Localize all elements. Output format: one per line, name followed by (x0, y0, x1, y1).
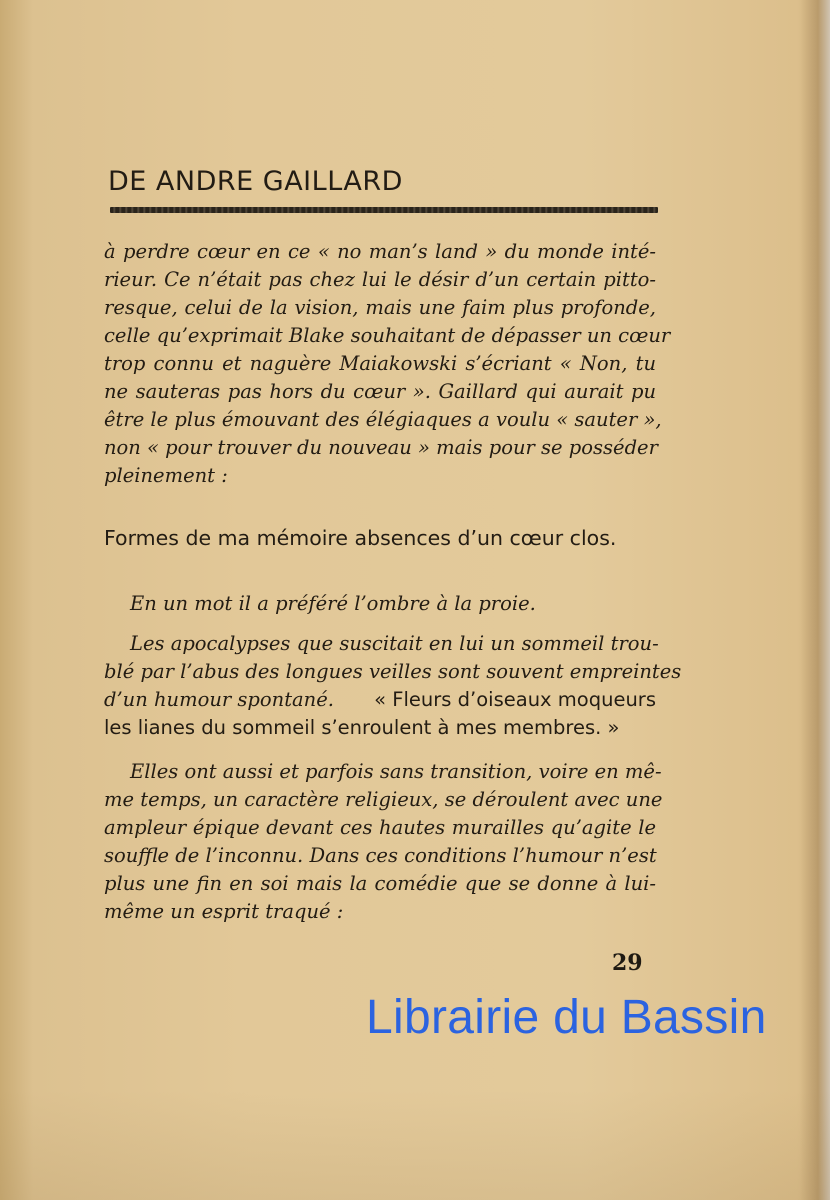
paragraph-1 (104, 238, 671, 490)
text-line: Les apocalypses que suscitait en lui un sommeil trou- (130, 632, 659, 655)
text-line: celle qu’exprimait Blake souhaitant de dépasser un cœur (104, 324, 671, 347)
text-line: plus une fin en soi mais la comédie que se donne à lui- (104, 872, 656, 895)
page-bottom-shade (0, 1090, 830, 1200)
text-segment-roman: « Fleurs d’oiseaux moqueurs (374, 688, 656, 711)
text-line: à perdre cœur en ce « no man’s land » du monde inté- (104, 240, 656, 263)
text-line: pleinement : (104, 464, 228, 487)
header-rule (110, 207, 658, 213)
verse-quote: Formes de ma mémoire absences d’un cœur clos. (104, 526, 617, 550)
paragraph-4 (104, 758, 663, 926)
text-line: souffle de l’inconnu. Dans ces conditions l’humour n’est (104, 844, 657, 867)
text-line: me temps, un caractère religieux, se déroulent avec une (104, 788, 663, 811)
text-line: même un esprit traqué : (104, 900, 344, 923)
paragraph-2 (130, 590, 656, 618)
text-line: trop connu et naguère Maiakowski s’écriant « Non, tu (104, 352, 656, 375)
text-line: En un mot il a préféré l’ombre à la proie. (130, 592, 536, 615)
watermark: Librairie du Bassin (366, 991, 767, 1044)
page-number: 29 (612, 950, 643, 976)
text-line: ne sauteras pas hors du cœur ». Gaillard qui aurait pu (104, 380, 656, 403)
text-line: rieur. Ce n’était pas chez lui le désir d’un certain pitto- (104, 268, 656, 291)
text-line: ampleur épique devant ces hautes murailles qu’agite le (104, 816, 656, 839)
paragraph-3 (104, 630, 682, 742)
text-line-mixed (104, 686, 656, 714)
running-head: DE ANDRE GAILLARD (108, 166, 403, 197)
page-edge-shadow (800, 0, 830, 1200)
text-segment-italic: d’un humour spontané. (104, 688, 334, 711)
text-line: être le plus émouvant des élégiaques a voulu « sauter », (104, 408, 662, 431)
text-line: blé par l’abus des longues veilles sont souvent empreintes (104, 660, 682, 683)
text-line: Elles ont aussi et parfois sans transition, voire en mê- (130, 760, 662, 783)
text-line: resque, celui de la vision, mais une faim plus profonde, (104, 296, 656, 319)
text-line: les lianes du sommeil s’enroulent à mes membres. » (104, 716, 620, 739)
text-line: non « pour trouver du nouveau » mais pour se posséder (104, 436, 658, 459)
